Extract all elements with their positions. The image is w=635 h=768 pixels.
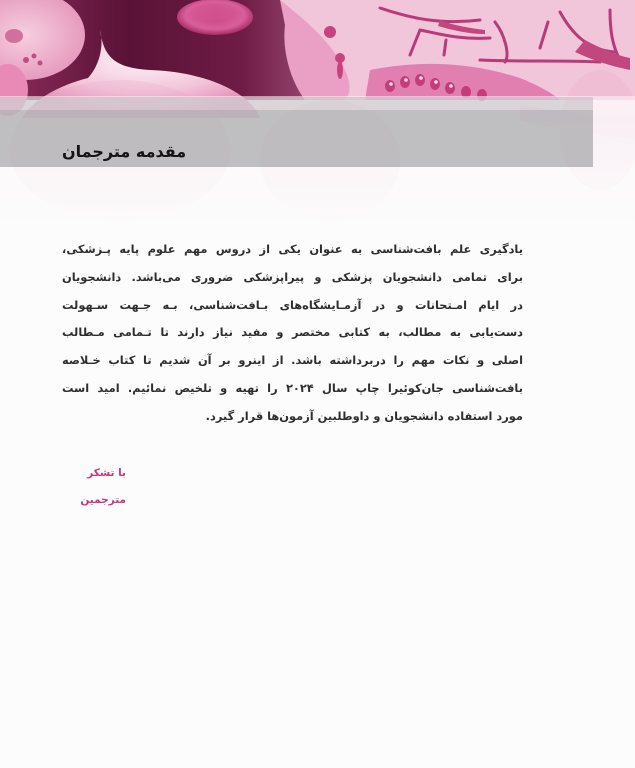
paragraph-line: برای تمامی دانشجویان پزشکی و پیراپزشکی ضروری می‌باشد. دانشجویان (62, 269, 523, 284)
title-band-top-strip (0, 97, 593, 110)
paragraph-line: اصلی و نکات مهم را دربرداشته باشد. از اینرو بر آن شدیم تا کتاب خـلاصه (62, 353, 523, 368)
signature-author: مترجمین (80, 494, 126, 506)
paragraph-line: یادگیری علم بافت‌شناسی به عنوان یکی از دروس مهم علوم پایه پـزشکی، (62, 242, 523, 256)
paragraph-line: بافت‌شناسی جان‌کوئیرا چاپ سال ۲۰۲۴ را تهیه و تلخیص نمائیم. امید است (62, 380, 523, 395)
signature-closing: با تشکر (87, 467, 126, 479)
paragraph-line: مورد استفاده دانشجویان و داوطلبین آزمون‌ها قرار گیرد. (205, 408, 523, 423)
page-title: مقدمه مترجمان (62, 142, 187, 161)
translator-preface-paragraph (62, 236, 523, 431)
signature-block (66, 460, 126, 514)
paragraph-line: در ایام امـتحانات و در آزمـایشگاه‌های بـافت‌شناسی، بـه جـهت سـهولت (62, 297, 523, 312)
paragraph-line: دست‌یابی به مطالب، به کتابی مختصر و مفید نیاز دارند تا تـمامی مـطالب (62, 325, 523, 340)
